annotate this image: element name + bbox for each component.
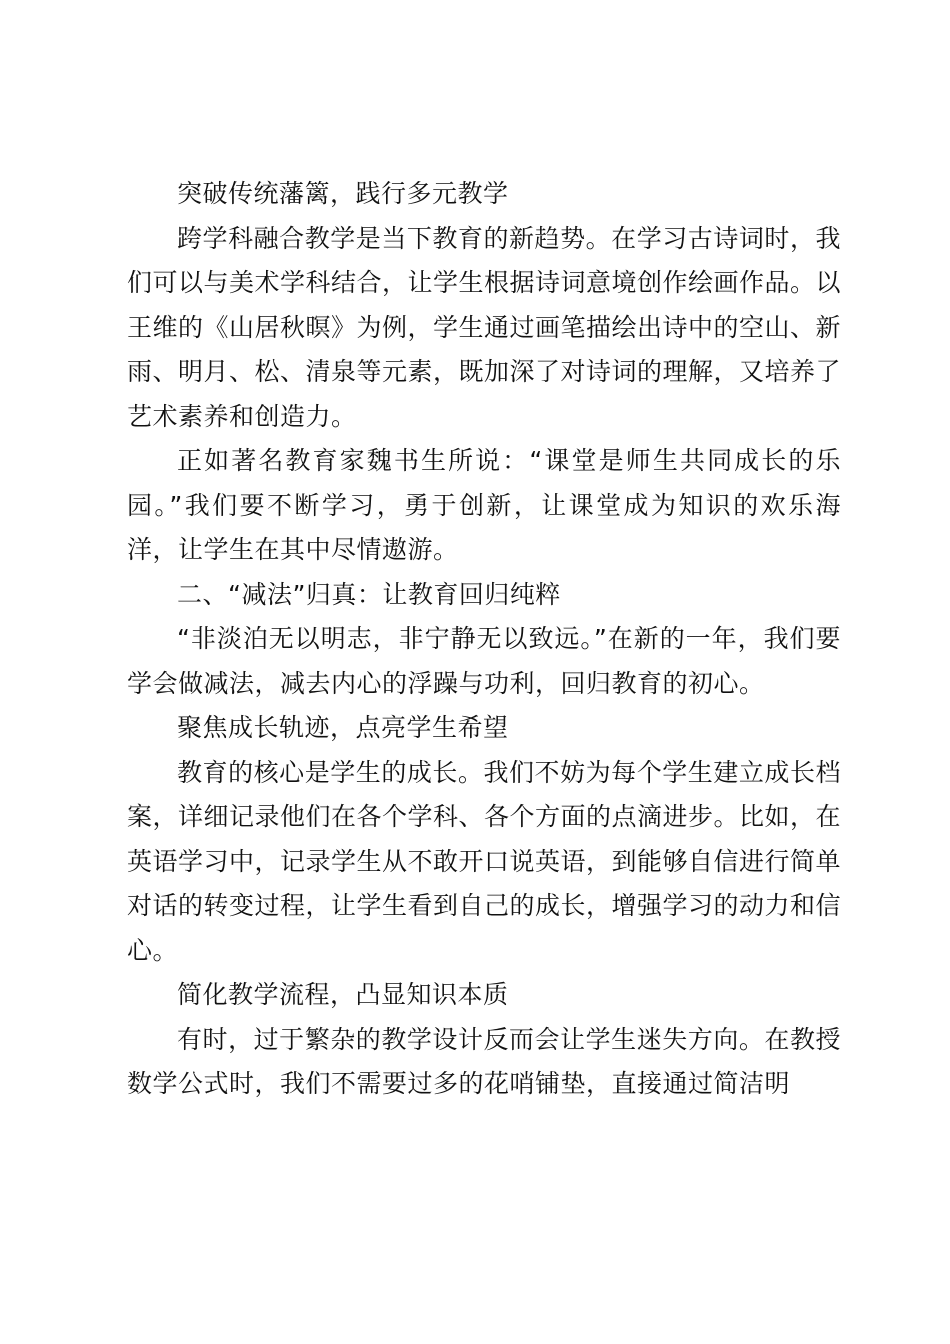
section-heading-subtraction: 二、“减法”归真：让教育回归纯粹 (177, 579, 561, 609)
section-heading-break-tradition: 突破传统藩篱，践行多元教学 (177, 179, 509, 208)
section-heading-growth-track: 聚焦成长轨迹，点亮学生希望 (177, 713, 509, 742)
paragraph-quote-wei-shusheng: 正如著名教育家魏书生所说：“课堂是师生共同成长的乐园。”我们要不断学习，勇于创新，让课堂成为知识的欢乐海洋，让学生在其中尽情遨游。 (127, 446, 841, 564)
paragraph-simplify-teaching: 有时，过于繁杂的教学设计反而会让学生迷失方向。在教授数学公式时，我们不需要过多的花哨铺垫，直接通过简洁明 (127, 1024, 841, 1098)
paragraph-subtraction-quote: “非淡泊无以明志，非宁静无以致远。”在新的一年，我们要学会做减法，减去内心的浮躁与功利，回归教育的初心。 (127, 624, 841, 698)
paragraph-interdisciplinary: 跨学科融合教学是当下教育的新趋势。在学习古诗词时，我们可以与美术学科结合，让学生根据诗词意境创作绘画作品。以王维的《山居秋暝》为例，学生通过画笔描绘出诗中的空山、新雨、明月、松、清泉等元素，既加深了对诗词的理解，又培养了艺术素养和创造力。 (127, 223, 842, 431)
paragraph-growth-archive: 教育的核心是学生的成长。我们不妨为每个学生建立成长档案，详细记录他们在各个学科、各个方面的点滴进步。比如，在英语学习中，记录学生从不敢开口说英语，到能够自信进行简单对话的转变过程，让学生看到自己的成长，增强学习的动力和信心。 (127, 757, 842, 965)
section-heading-simplify-teaching: 简化教学流程，凸显知识本质 (177, 980, 509, 1009)
document-page (127, 172, 841, 1107)
